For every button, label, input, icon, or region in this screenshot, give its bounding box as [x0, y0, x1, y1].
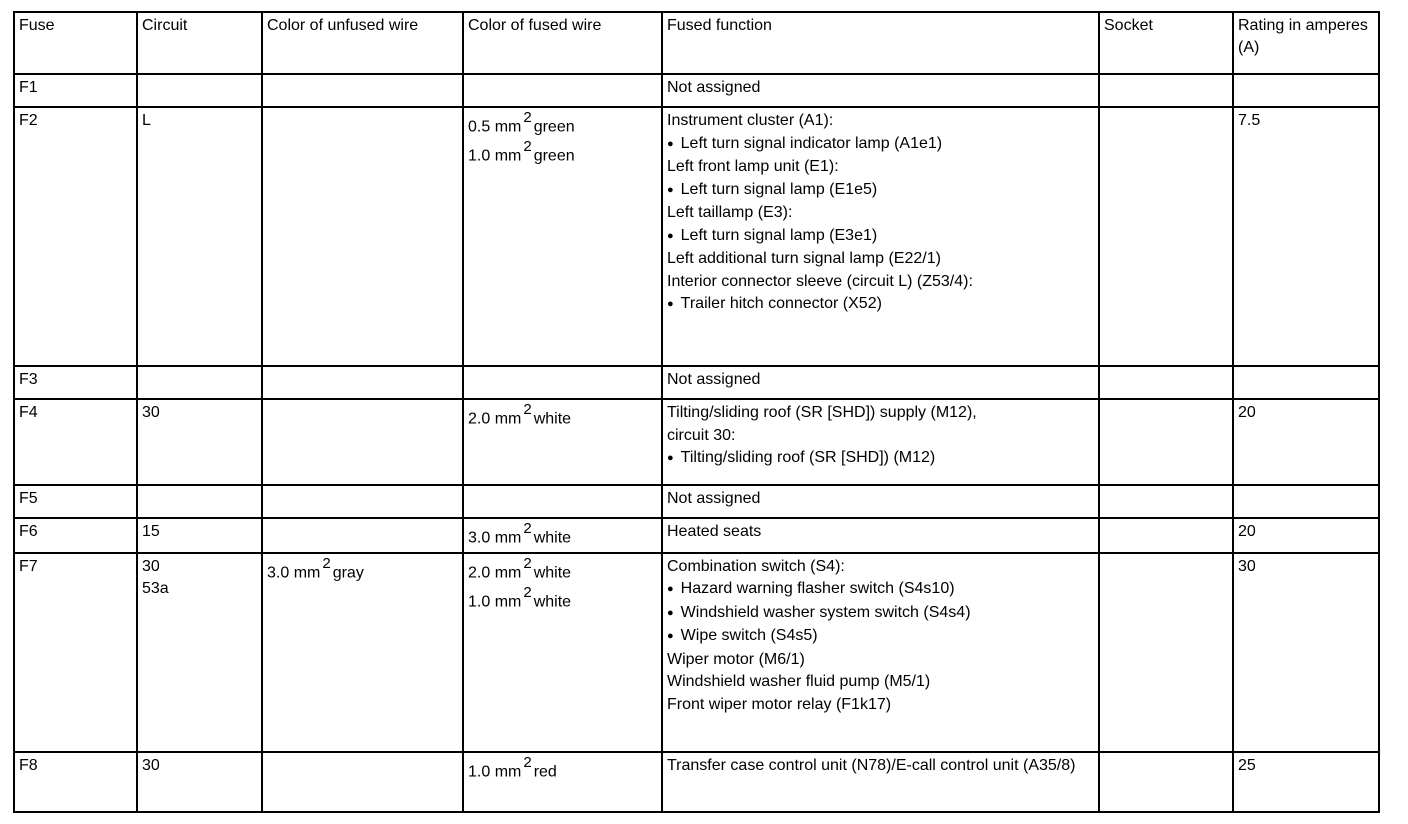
cell-socket	[1099, 752, 1233, 812]
table-row	[14, 74, 1379, 107]
square-exponent: 2	[523, 109, 532, 126]
cell-fused-function	[662, 74, 1099, 107]
cell-circuit	[137, 553, 262, 752]
cell-fused-wire	[463, 74, 662, 107]
function-bullet-item: ● Tilting/sliding roof (SR [SHD]) (M12)	[667, 447, 1094, 471]
cell-fuse: F8	[14, 752, 137, 812]
cell-fused-wire	[463, 485, 662, 518]
fused-wire-color: red	[533, 763, 557, 781]
fused-wire-line	[468, 139, 657, 168]
square-exponent: 2	[523, 583, 532, 601]
fused-wire-size: 2.0 mm	[468, 564, 522, 582]
cell-fuse: F4	[14, 399, 137, 485]
fuse-table-body	[14, 74, 1379, 812]
cell-fused-function	[662, 107, 1099, 366]
fused-wire-color: green	[533, 147, 575, 165]
header-fused-wire: Color of fused wire	[463, 12, 662, 74]
cell-circuit: 30	[137, 399, 262, 485]
cell-fused-wire	[463, 553, 662, 752]
fused-wire-size: 2.0 mm	[468, 410, 522, 428]
cell-fused-wire	[463, 366, 662, 399]
cell-rating	[1233, 485, 1379, 518]
cell-fuse: F5	[14, 485, 137, 518]
fused-wire-line	[468, 521, 657, 550]
function-line: Windshield washer fluid pump (M5/1)	[667, 673, 931, 691]
table-row	[14, 518, 1379, 553]
cell-fuse: F3	[14, 366, 137, 399]
cell-fused-function	[662, 553, 1099, 752]
function-line: circuit 30:	[667, 426, 736, 444]
function-line: Transfer case control unit (N78)/E-call control unit (A35/8)	[667, 756, 1076, 774]
circuit-line: 53a	[142, 580, 169, 598]
function-bullet-item: ● Windshield washer system switch (S4s4)	[667, 602, 1094, 626]
square-exponent: 2	[523, 554, 532, 572]
table-row	[14, 399, 1379, 485]
fused-wire-line	[468, 110, 657, 139]
header-fuse: Fuse	[14, 12, 137, 74]
cell-socket	[1099, 518, 1233, 553]
cell-socket	[1099, 107, 1233, 366]
fused-wire-line	[468, 585, 657, 614]
function-line: Combination switch (S4):	[667, 557, 845, 575]
function-bullet-item: ● Trailer hitch connector (X52)	[667, 293, 1094, 317]
function-line: Not assigned	[667, 79, 761, 96]
cell-unfused-wire	[262, 485, 463, 518]
cell-socket	[1099, 485, 1233, 518]
cell-rating: 25	[1233, 752, 1379, 812]
cell-fused-function	[662, 518, 1099, 553]
cell-unfused-wire	[262, 107, 463, 366]
square-exponent: 2	[523, 137, 532, 155]
unfused-wire-size: 3.0 mm	[267, 564, 321, 582]
unfused-wire-line	[267, 556, 458, 585]
table-row	[14, 553, 1379, 752]
cell-socket	[1099, 553, 1233, 752]
function-line: Tilting/sliding roof (SR [SHD]) supply (M12),	[667, 404, 977, 421]
cell-fused-wire	[463, 518, 662, 553]
cell-rating: 30	[1233, 553, 1379, 752]
cell-fuse: F6	[14, 518, 137, 553]
cell-fused-function	[662, 485, 1099, 518]
square-exponent: 2	[523, 753, 532, 771]
function-bullet-item: ● Hazard warning flasher switch (S4s10)	[667, 578, 1094, 602]
fused-wire-size: 3.0 mm	[468, 529, 522, 547]
fused-wire-color: white	[533, 592, 572, 610]
function-line: Not assigned	[667, 490, 761, 507]
unfused-wire-color: gray	[332, 564, 364, 582]
fused-wire-line	[468, 755, 657, 784]
cell-socket	[1099, 74, 1233, 107]
function-line: Left additional turn signal lamp (E22/1)	[667, 250, 941, 267]
cell-rating: 7.5	[1233, 107, 1379, 366]
cell-rating	[1233, 74, 1379, 107]
header-row	[14, 12, 1379, 74]
cell-rating	[1233, 366, 1379, 399]
function-line: Wiper motor (M6/1)	[667, 650, 805, 668]
function-line: Left taillamp (E3):	[667, 204, 793, 221]
table-row	[14, 485, 1379, 518]
fused-wire-line	[468, 556, 657, 585]
cell-circuit: 30	[137, 752, 262, 812]
function-line: Instrument cluster (A1):	[667, 112, 834, 129]
cell-unfused-wire	[262, 518, 463, 553]
header-circuit: Circuit	[137, 12, 262, 74]
cell-circuit: 15	[137, 518, 262, 553]
function-bullet-item: ● Left turn signal lamp (E3e1)	[667, 225, 1094, 249]
function-line: Left front lamp unit (E1):	[667, 158, 839, 175]
function-line: Not assigned	[667, 371, 761, 388]
fused-wire-size: 0.5 mm	[468, 118, 522, 136]
cell-fused-function	[662, 399, 1099, 485]
cell-unfused-wire	[262, 399, 463, 485]
cell-unfused-wire	[262, 366, 463, 399]
cell-fuse: F7	[14, 553, 137, 752]
square-exponent: 2	[322, 554, 331, 572]
square-exponent: 2	[523, 401, 532, 418]
cell-fused-function	[662, 366, 1099, 399]
cell-unfused-wire	[262, 74, 463, 107]
fused-wire-size: 1.0 mm	[468, 147, 522, 165]
cell-socket	[1099, 399, 1233, 485]
fused-wire-color: green	[533, 118, 575, 136]
cell-fused-wire	[463, 752, 662, 812]
square-exponent: 2	[523, 520, 532, 537]
header-fused-function: Fused function	[662, 12, 1099, 74]
cell-circuit	[137, 74, 262, 107]
circuit-line: 30	[142, 557, 160, 575]
header-unfused-wire: Color of unfused wire	[262, 12, 463, 74]
cell-rating: 20	[1233, 518, 1379, 553]
fused-wire-size: 1.0 mm	[468, 592, 522, 610]
cell-fused-wire	[463, 399, 662, 485]
cell-fuse: F2	[14, 107, 137, 366]
function-bullet-item: ● Wipe switch (S4s5)	[667, 625, 1094, 649]
cell-fused-wire	[463, 107, 662, 366]
fused-wire-line	[468, 402, 657, 431]
header-socket: Socket	[1099, 12, 1233, 74]
function-bullet-item: ● Left turn signal lamp (E1e5)	[667, 179, 1094, 203]
fused-wire-color: white	[533, 410, 572, 428]
function-line: Front wiper motor relay (F1k17)	[667, 695, 892, 713]
cell-fuse: F1	[14, 74, 137, 107]
function-line: Heated seats	[667, 523, 762, 540]
fused-wire-color: white	[533, 564, 572, 582]
cell-circuit	[137, 366, 262, 399]
cell-rating: 20	[1233, 399, 1379, 485]
fused-wire-color: white	[533, 529, 572, 547]
function-line: Interior connector sleeve (circuit L) (Z53/4):	[667, 272, 973, 290]
cell-circuit: L	[137, 107, 262, 366]
cell-unfused-wire	[262, 752, 463, 812]
function-bullet-item: ● Left turn signal indicator lamp (A1e1)	[667, 133, 1094, 157]
fused-wire-size: 1.0 mm	[468, 763, 522, 781]
fuse-table	[13, 11, 1380, 813]
cell-socket	[1099, 366, 1233, 399]
cell-circuit	[137, 485, 262, 518]
table-row	[14, 752, 1379, 812]
cell-unfused-wire	[262, 553, 463, 752]
table-row	[14, 366, 1379, 399]
header-rating: Rating in amperes (A)	[1233, 12, 1379, 74]
table-row	[14, 107, 1379, 366]
cell-fused-function	[662, 752, 1099, 812]
